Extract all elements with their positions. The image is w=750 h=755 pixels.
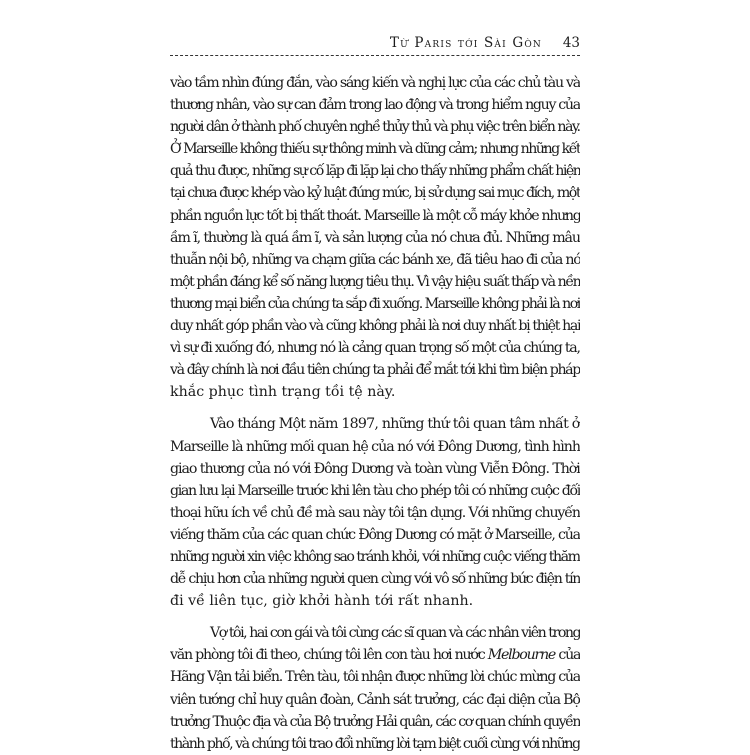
text-line: thuẫn nội bộ, những va chạm giữa các bánh xe, đã tiêu hao đi của nó [170, 251, 580, 268]
text-line: dễ chịu hơn của những người quen cùng với vô số những bức điện tín [170, 571, 580, 588]
body-text [170, 72, 580, 755]
text-line: gian lưu lại Marseille trước khi lên tàu cho phép tôi có những cuộc đối [170, 482, 580, 499]
text-line: người dân ở thành phố chuyên nghề thủy thủ và phụ việc trên biển này. [170, 119, 580, 136]
text-line [170, 644, 580, 666]
running-header [170, 33, 580, 56]
text-line: duy nhất góp phần vào và cũng không phải là nơi duy nhất bị thiệt hại [170, 318, 580, 335]
text-line: quả thu được, những sự cố lặp đi lặp lại cho thấy những phẩm chất hiện [170, 163, 580, 180]
text-line: tại chưa được khép vào kỷ luật đúng mức, bị sử dụng sai mục đích, một [170, 185, 580, 202]
text-line: một phần đáng kể số năng lượng tiêu thụ. Vì vậy hiệu suất thấp và nền [170, 273, 580, 290]
running-header-title: Từ Paris tới Sài Gòn [389, 35, 542, 51]
text-line: Vợ tôi, hai con gái và tôi cùng các sĩ quan và các nhân viên trong [210, 625, 580, 642]
text-line: Vào tháng Một năm 1897, những thứ tôi quan tâm nhất ở [210, 416, 580, 433]
text-line: đi về liên tục, giờ khởi hành tới rất nhanh. [170, 593, 474, 610]
text-line: ầm ĩ, thường là quá ầm ĩ, và sản lượng của nó chưa đủ. Những mâu [170, 229, 580, 246]
text-line: vào tầm nhìn đúng đắn, vào sáng kiến và nghị lực của các chủ tàu và [170, 75, 580, 91]
text-line: vì sự đi xuống đó, nhưng nó là cảng quan trọng số một của chúng ta, [170, 340, 580, 357]
paragraph-1 [170, 72, 580, 403]
text-fragment: văn phòng tôi đi theo, chúng tôi lên con tàu hơi nước [170, 647, 488, 664]
text-fragment: của [555, 647, 580, 664]
text-line: viếng thăm của các quan chức Đông Dương có mặt ở Marseille, của [170, 526, 580, 543]
text-line: viên tướng chỉ huy quân đoàn, Cảnh sát trưởng, các đại diện của Bộ [170, 691, 580, 708]
text-line: những người xin việc không sao tránh khỏi, với những cuộc viếng thăm [170, 548, 580, 565]
text-line: phần nguồn lực tốt bị thất thoát. Marseille là một cỗ máy khỏe nhưng [170, 207, 580, 224]
text-line: Hãng Vận tải biển. Trên tàu, tôi nhận được những lời chúc mừng của [170, 669, 580, 686]
paragraph-3 [170, 622, 580, 755]
text-line: thoại hữu ích về chủ đề mà sau này tôi tận dụng. Với những chuyến [170, 504, 580, 521]
text-line: thành phố, và chúng tôi trao đổi những lời tạm biệt cuối cùng với những [170, 735, 580, 752]
text-line: trưởng Thuộc địa và của Bộ trưởng Hải quân, các cơ quan chính quyền [170, 713, 580, 730]
text-line: thương mại biển của chúng ta sắp đi xuống. Marseille không phải là nơi [170, 295, 580, 312]
page-number: 43 [562, 35, 580, 51]
text-line: Ở Marseille không thiếu sự thông minh và dũng cảm; nhưng những kết [170, 141, 580, 158]
text-line: thương nhân, vào sự can đảm trong lao động và trong hiểm nguy của [170, 97, 580, 114]
ship-name: Melbourne [487, 647, 556, 664]
text-line: và đây chính là nơi đầu tiên chúng ta phải để mắt tới khi tìm biện pháp [170, 362, 580, 379]
text-line: Marseille là những mối quan hệ của nó với Đông Dương, tình hình [170, 438, 580, 455]
paragraph-2 [170, 413, 580, 612]
text-line: giao thương của nó với Đông Dương và toàn vùng Viễn Đông. Thời [170, 460, 580, 477]
text-line: khắc phục tình trạng tồi tệ này. [170, 384, 396, 401]
